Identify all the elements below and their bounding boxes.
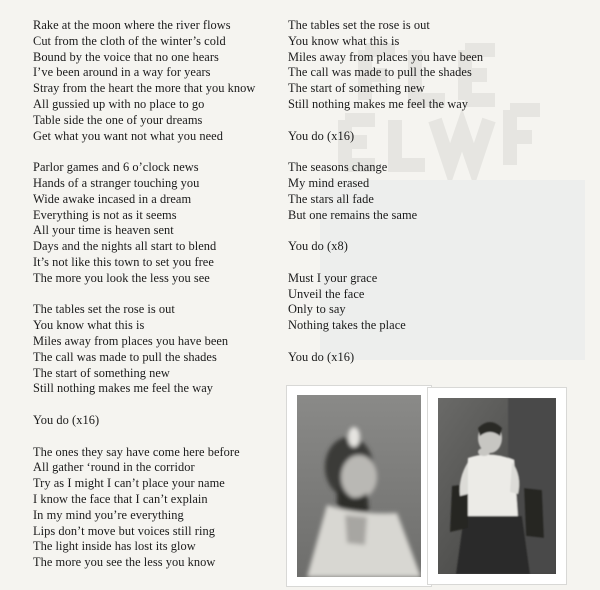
chorus-stanza xyxy=(33,302,293,397)
lyric-line: You know what this is xyxy=(33,318,145,333)
lyric-line: Everything is not as it seems xyxy=(33,207,177,222)
lyric-line: Only to say xyxy=(288,302,346,317)
lyric-line: Must I your grace xyxy=(288,270,378,285)
lyrics-left-column xyxy=(33,18,293,587)
stanza xyxy=(288,160,588,223)
lyric-line: Lips don’t move but voices still ring xyxy=(33,523,215,538)
lyric-line: Bound by the voice that no one hears xyxy=(33,49,219,64)
lyric-line: Rake at the moon where the river flows xyxy=(33,18,231,32)
portrait-profile-photo xyxy=(287,386,431,586)
lyric-line: You do (x16) xyxy=(288,349,355,364)
lyric-line: Cut from the cloth of the winter’s cold xyxy=(33,33,226,48)
stanza xyxy=(33,445,293,571)
lyric-line: The more you see the less you know xyxy=(33,555,216,570)
lyric-line: Miles away from places you have been xyxy=(288,49,484,64)
lyric-line: Try as I might I can’t place your name xyxy=(33,476,225,491)
lyric-line: Parlor games and 6 o’clock news xyxy=(33,160,199,175)
chorus-stanza xyxy=(288,18,588,113)
lyric-line: Still nothing makes me feel the way xyxy=(33,381,213,396)
seated-man-photo xyxy=(428,388,566,584)
repeat-stanza xyxy=(288,350,588,366)
lyric-line: All your time is heaven sent xyxy=(33,223,174,238)
lyric-line: In my mind you’re everything xyxy=(33,507,184,522)
portrait-profile-image xyxy=(297,395,421,577)
lyric-line: The start of something new xyxy=(288,81,425,96)
lyric-line: The tables set the rose is out xyxy=(33,302,175,317)
lyric-line: The ones they say have come here before xyxy=(33,444,240,459)
lyric-line: But one remains the same xyxy=(288,207,418,222)
lyric-line: You know what this is xyxy=(288,33,400,48)
lyric-line: All gather ‘round in the corridor xyxy=(33,460,195,475)
lyric-line: All gussied up with no place to go xyxy=(33,96,205,111)
lyric-line: The tables set the rose is out xyxy=(288,18,430,32)
lyric-line: The start of something new xyxy=(33,365,170,380)
lyric-line: I know the face that I can’t explain xyxy=(33,491,208,506)
lyrics-right-column xyxy=(288,18,588,381)
lyric-line: The more you look the less you see xyxy=(33,270,210,285)
lyric-line: Table side the one of your dreams xyxy=(33,112,203,127)
lyric-line: You do (x16) xyxy=(288,128,355,143)
lyric-line: Get what you want not what you need xyxy=(33,128,223,143)
stanza xyxy=(33,18,293,144)
lyric-line: You do (x8) xyxy=(288,239,348,254)
lyric-line: The stars all fade xyxy=(288,191,374,206)
lyric-line: My mind erased xyxy=(288,175,370,190)
repeat-stanza xyxy=(288,129,588,145)
lyric-line: Unveil the face xyxy=(288,286,365,301)
lyric-line: Wide awake incased in a dream xyxy=(33,191,192,206)
stanza xyxy=(33,160,293,286)
lyric-line: The call was made to pull the shades xyxy=(288,65,472,80)
lyric-line: Hands of a stranger touching you xyxy=(33,175,200,190)
stanza xyxy=(288,271,588,334)
lyric-line: The call was made to pull the shades xyxy=(33,349,217,364)
lyric-line: You do (x16) xyxy=(33,412,100,427)
repeat-stanza xyxy=(33,413,293,429)
lyric-line: The seasons change xyxy=(288,160,388,175)
lyric-line: Nothing takes the place xyxy=(288,318,406,333)
seated-man-image xyxy=(438,398,556,574)
lyric-line: The light inside has lost its glow xyxy=(33,539,196,554)
lyric-line: Miles away from places you have been xyxy=(33,333,229,348)
lyric-line: Still nothing makes me feel the way xyxy=(288,96,468,111)
lyric-line: I’ve been around in a way for years xyxy=(33,65,211,80)
lyric-line: It’s not like this town to set you free xyxy=(33,254,214,269)
lyric-line: Days and the nights all start to blend xyxy=(33,239,217,254)
lyric-line: Stray from the heart the more that you know xyxy=(33,81,256,96)
repeat-stanza xyxy=(288,239,588,255)
